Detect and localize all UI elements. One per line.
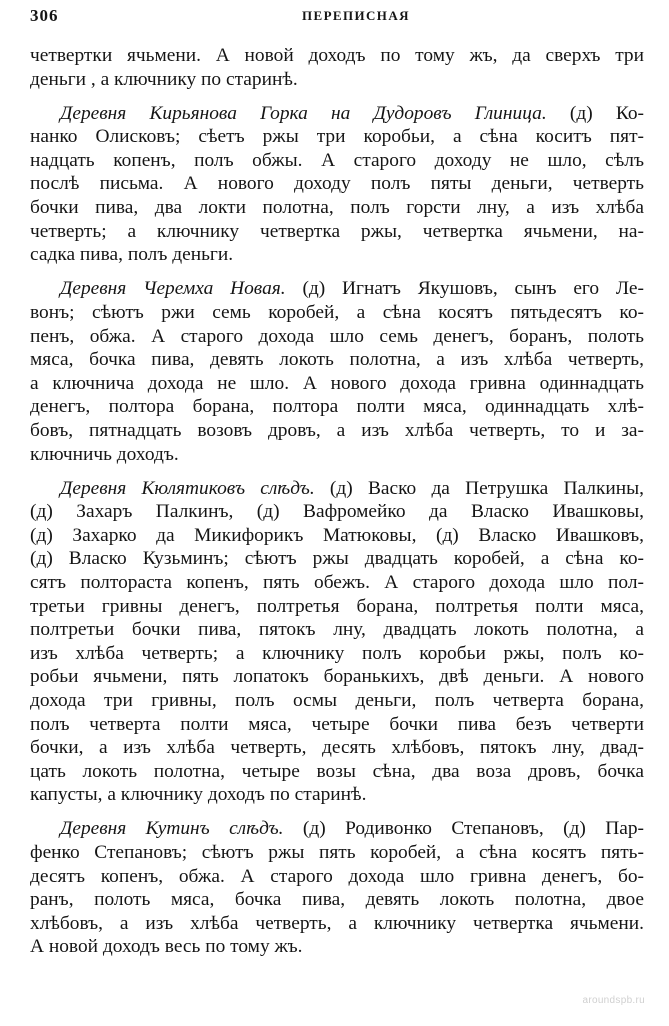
running-head — [30, 6, 644, 30]
paragraph-cheremkha-novaya — [30, 277, 644, 466]
text-line: изъ хлѣба четверть; а ключнику полъ коробьи ржы, полъ ко- — [30, 642, 644, 664]
text-line: десятъ копенъ, обжа. А старого дохода шло гривна денегъ, бо- — [30, 865, 644, 887]
text-line: фенко Степановъ; сѣютъ ржы пять коробей, а сѣна косятъ пять- — [30, 842, 644, 863]
text-line: А новой доходъ весь по тому жъ. — [30, 936, 303, 958]
paragraph-kiryanova-gorka — [30, 102, 644, 267]
text-line: деньги , а ключнику по старинѣ. — [30, 68, 298, 90]
text-run: (д) Родивонко Степановъ, (д) Пар- — [283, 818, 644, 840]
village-name: Деревня Черемха Новая. — [60, 278, 286, 300]
text-line: бовъ, пятнадцать возовъ дровъ, а изъ хлѣба четверть, то и за- — [30, 419, 644, 441]
text-line: (д) Захарко да Микифорикъ Матюковы, (д) Власко Ивашковъ, — [30, 524, 644, 546]
paragraph-kutin-sled — [30, 817, 644, 959]
text-line: ключничь доходъ. — [30, 443, 179, 465]
text-line: дохода три гривны, полъ осмы деньги, полъ четверта борана, — [30, 689, 644, 711]
text-line — [30, 817, 644, 841]
text-line: (д) Власко Кузьминъ; сѣютъ ржы двадцать коробей, а сѣна ко- — [30, 548, 644, 570]
text-line: (д) Захаръ Палкинъ, (д) Вафромейко да Власко Ивашковы, — [30, 501, 644, 523]
text-block — [30, 44, 644, 959]
text-line: цать локоть полотна, четыре возы сѣна, два воза дровъ, бочка — [30, 760, 644, 782]
paragraph-continuation — [30, 44, 644, 91]
village-name: Деревня Кюлятиковъ слѣдъ. — [60, 477, 315, 499]
village-name: Деревня Кутинъ слѣдъ. — [60, 818, 284, 840]
text-line — [30, 102, 644, 126]
text-line: нанко Олисковъ; сѣетъ ржы три коробьи, а сѣна коситъ пят- — [30, 126, 644, 148]
text-run: (д) Игнатъ Якушовъ, сынъ его Ле- — [285, 278, 644, 300]
text-line: денегъ, полтора борана, полтора полти мяса, одиннадцать хлѣ- — [30, 396, 644, 418]
village-name: Деревня Кирьянова Горка на Дудоровъ Глиница. — [60, 102, 547, 124]
text-line: ранъ, полоть мяса, бочка пива, девять локоть полотна, двое — [30, 889, 644, 911]
text-line: третьи гривны денегъ, полтретья борана, полтретья полти мяса, — [30, 595, 644, 617]
text-line: бочки пива, два локти полотна, полъ горсти лну, а изъ хлѣба — [30, 197, 644, 219]
text-line: полъ четверта полти мяса, четыре бочки пива безъ четверти — [30, 713, 644, 735]
text-line: послѣ письма. А нового доходу полъ пяты деньги, четверть — [30, 173, 644, 195]
running-title: ПЕРЕПИСНАЯ — [302, 8, 410, 23]
text-line: робьи ячьмени, пять лопатокъ боранькихъ, двѣ деньги. А нового — [30, 666, 644, 688]
text-line: полтретьи бочки пива, пятокъ лну, двадцать локоть полотна, а — [30, 619, 644, 641]
paragraph-kyulyatikov-sled — [30, 477, 644, 807]
text-line: надцать копенъ, полъ обжы. А старого доходу не шло, сѣлъ — [30, 149, 644, 171]
text-line: садка пива, полъ деньги. — [30, 244, 234, 266]
text-line — [30, 277, 644, 301]
text-run: (д) Васко да Петрушка Палкины, — [314, 477, 644, 499]
text-line: бочки, а изъ хлѣба четверть, десять хлѣбовъ, пятокъ лну, двад- — [30, 737, 644, 759]
text-line: хлѣбовъ, а изъ хлѣба четверть, а ключнику четвертка ячьмени. — [30, 912, 644, 934]
text-line: пенъ, обжа. А старого дохода шло семь денегъ, боранъ, полоть — [30, 325, 644, 347]
watermark: aroundspb.ru — [582, 995, 645, 1006]
text-line: а ключнича дохода не шло. А нового дохода гривна одиннадцать — [30, 372, 644, 394]
text-line: сятъ полтораста копенъ, пять обежъ. А старого дохода шло пол- — [30, 571, 644, 593]
text-line: четверть; а ключнику четвертка ржы, четвертка ячьмени, на- — [30, 220, 644, 242]
text-line: вонъ; сѣютъ ржи семь коробей, а сѣна косятъ пятьдесятъ ко- — [30, 301, 644, 323]
text-line: мяса, бочка пива, девять локоть полотна, а изъ хлѣба четверть, — [30, 349, 644, 371]
text-line: капусты, а ключнику доходъ по старинѣ. — [30, 784, 367, 806]
text-line: четвертки ячьмени. А новой доходъ по тому жъ, да сверхъ три — [30, 45, 644, 66]
text-line — [30, 477, 644, 501]
text-run: (д) Ко- — [546, 102, 644, 124]
page-number: 306 — [30, 6, 59, 25]
